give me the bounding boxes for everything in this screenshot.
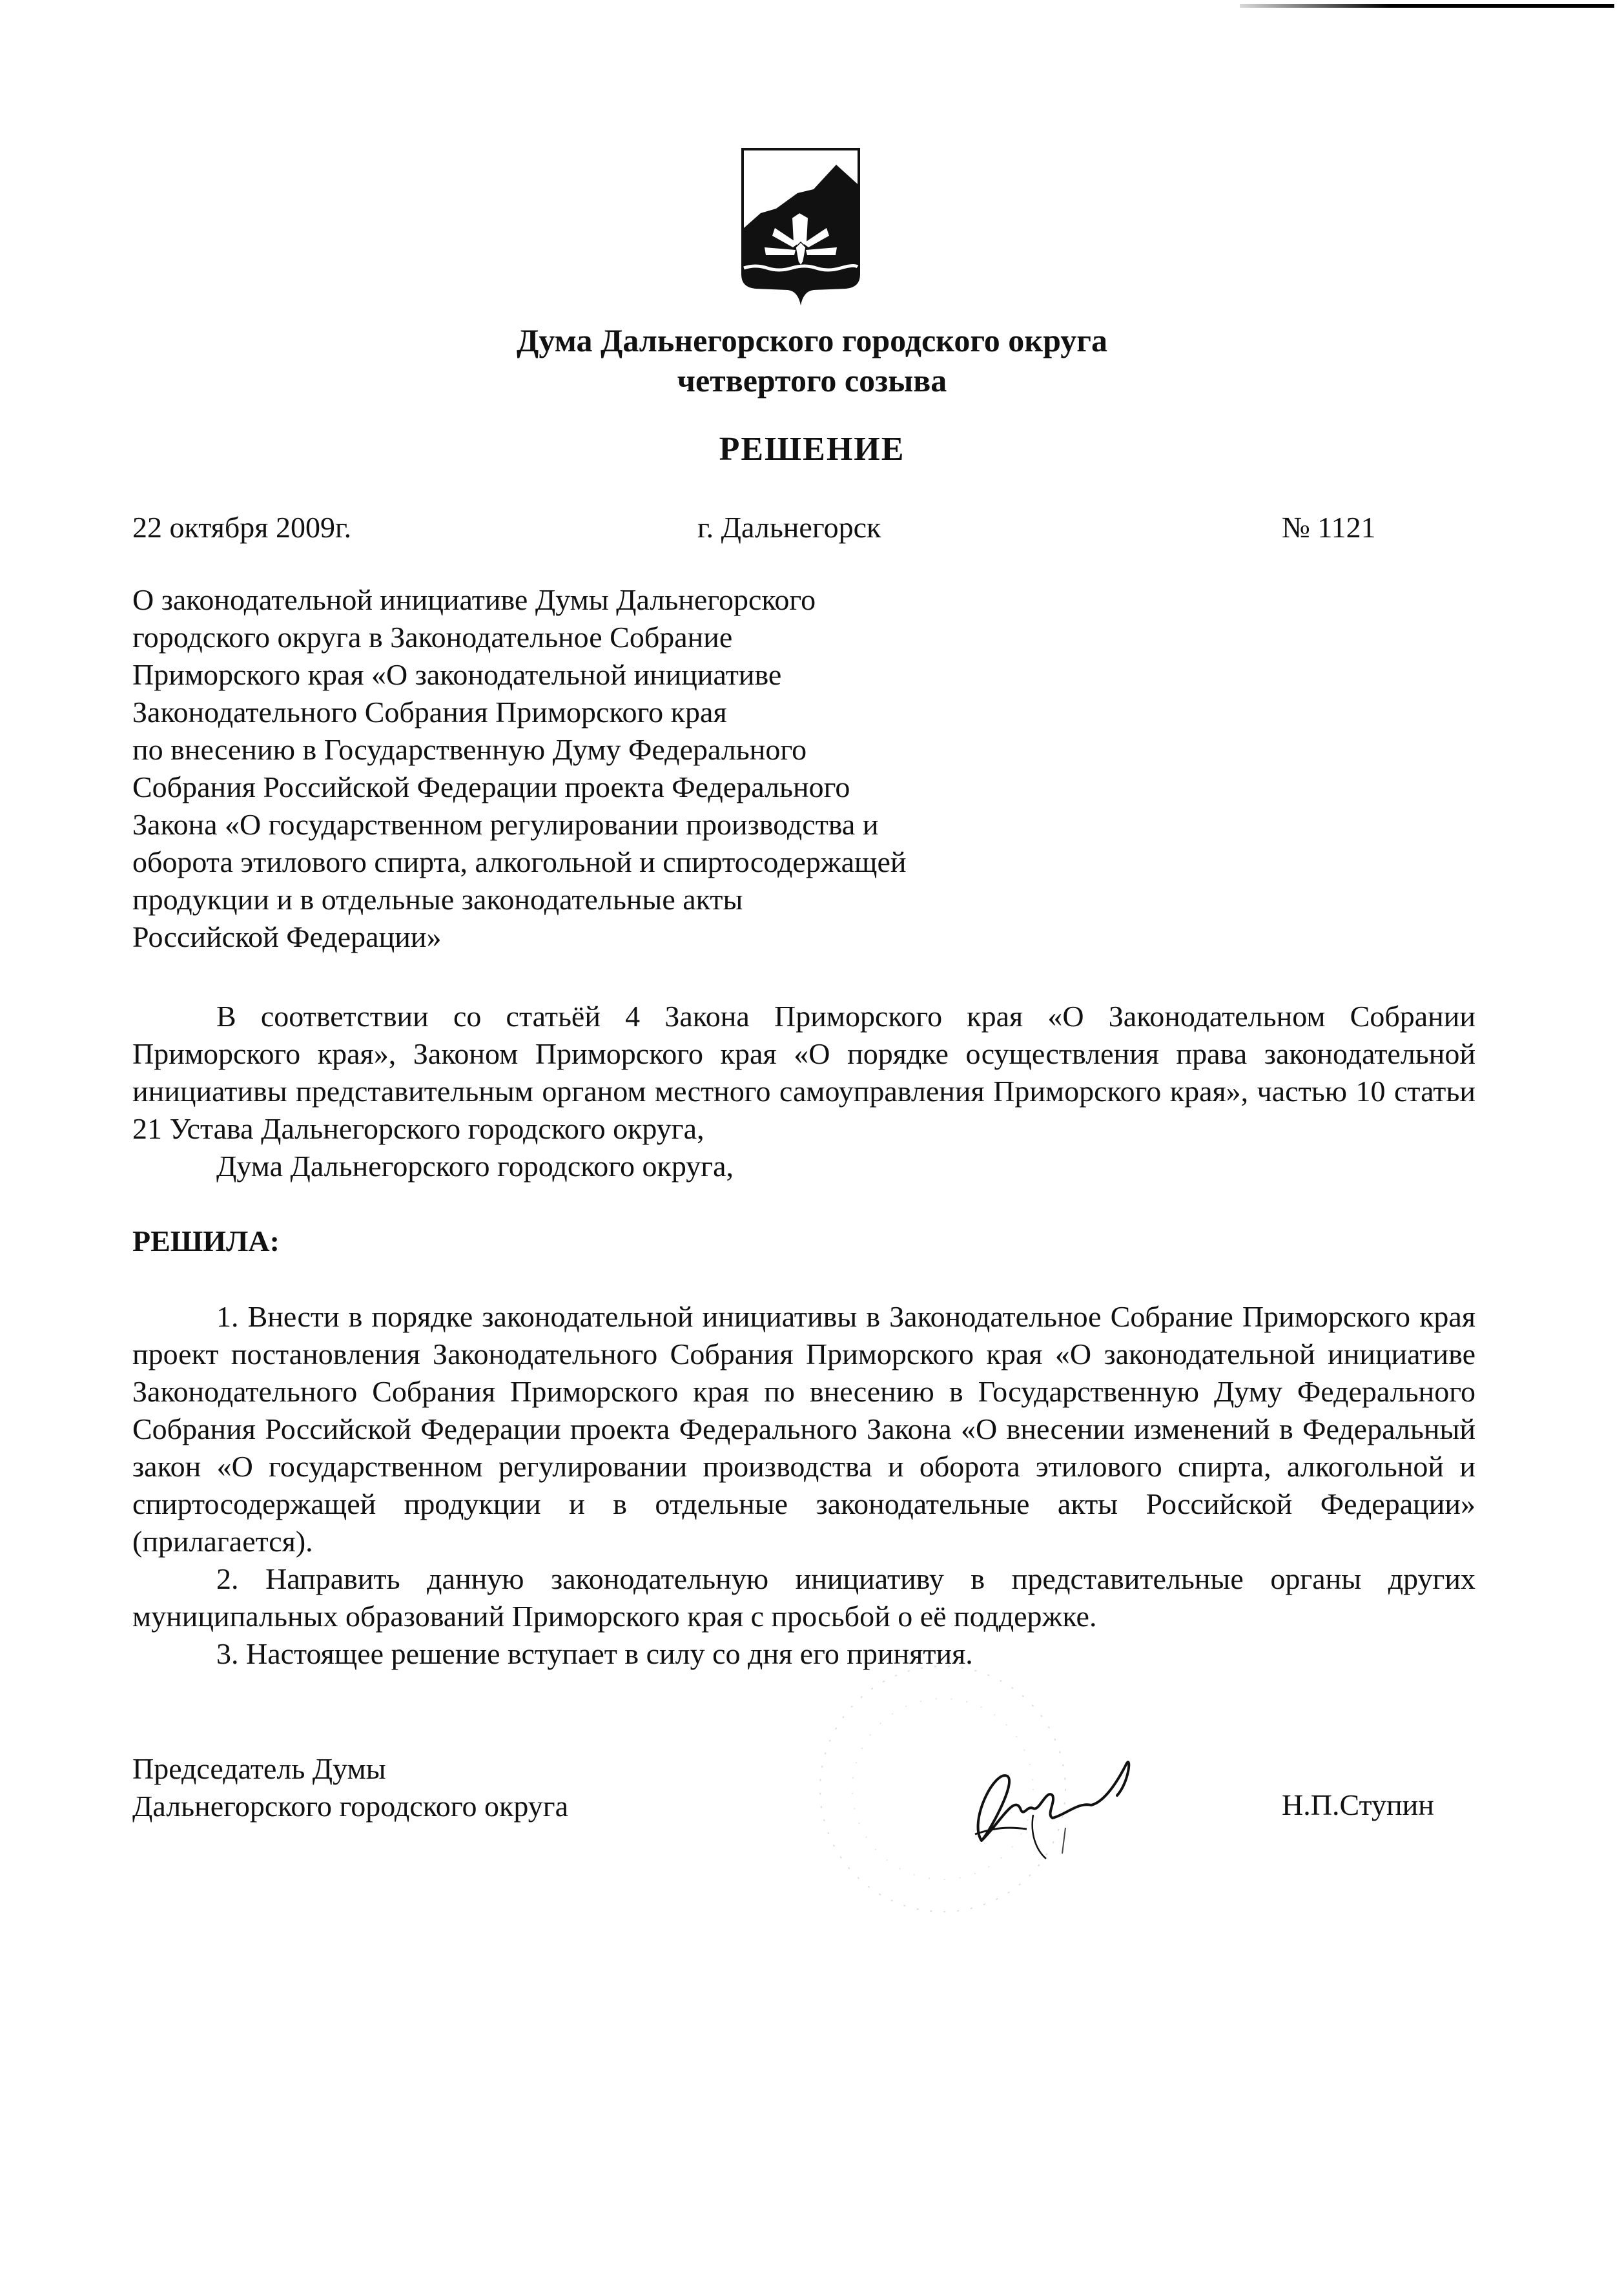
preamble-paragraph: В соответствии со статьёй 4 Закона Приморского края «О Законодательном Собрании Приморского края», Законом Приморского края «О порядке осуществления права законодательной инициативы представительным органом местного самоуправления Приморского края», частью 10 статьи 21 Устава Дальнегорского городского округа, [132,1000,1475,1145]
resolution-items [132,1298,1475,1673]
subject-line: по внесению в Государственную Думу Федерального [132,733,807,766]
coat-of-arms-icon [736,145,865,307]
resolution-item: 2. Направить данную законодательную инициативу в представительные органы других муниципальных образований Приморского края с просьбой о её поддержке. [132,1562,1475,1633]
resolution-item: 1. Внести в порядке законодательной инициативы в Законодательное Собрание Приморского края проект постановления Законодательного Собрания Приморского края «О законодательной инициативе Законодательного Собрания Приморского края по внесению в Государственную Думу Федерального Собрания Российской Федерации проекта Федерального Закона «О внесении изменений в Федеральный закон «О государственном регулировании производства и оборота этилового спирта, алкогольной и спиртосодержащей продукции и в отдельные законодательные акты Российской Федерации» (прилагается). [132,1300,1475,1558]
preamble [132,998,1475,1185]
subject-line: Собрания Российской Федерации проекта Федерального [132,770,850,803]
document-title: РЕШЕНИЕ [719,431,905,468]
convocation: четвертого созыва [677,362,947,398]
signatory-name: Н.П.Ступин [1282,1788,1434,1821]
signatory-title-line: Председатель Думы [132,1752,386,1785]
signatory-title [132,1750,568,1825]
subject-line: Приморского края «О законодательной инициативе [132,658,782,691]
scan-artifact-line [1240,4,1614,8]
subject-line: городского округа в Законодательное Собрание [132,621,733,654]
document-date: 22 октября 2009г. [132,511,352,544]
document-number: № 1121 [1282,511,1376,544]
signatory-title-line: Дальнегорского городского округа [132,1790,569,1823]
subject-line: Закона «О государственном регулировании производства и [132,808,879,841]
subject-line: Российской Федерации» [132,920,442,953]
document-subject [132,581,907,956]
organization-name: Дума Дальнегорского городского округа [517,322,1107,358]
subject-line: оборота этилового спирта, алкогольной и спиртосодержащей [132,845,907,878]
resolved-heading: РЕШИЛА: [132,1225,280,1257]
handwritten-signature-icon [956,1744,1227,1860]
preamble-body-name: Дума Дальнегорского городского округа, [216,1150,734,1183]
document-city: г. Дальнегорск [697,511,881,544]
subject-line: Законодательного Собрания Приморского края [132,696,727,729]
resolution-item: 3. Настоящее решение вступает в силу со дня его принятия. [216,1637,973,1670]
subject-line: продукции и в отдельные законодательные акты [132,883,743,916]
subject-line: О законодательной инициативе Думы Дальнегорского [132,583,816,616]
